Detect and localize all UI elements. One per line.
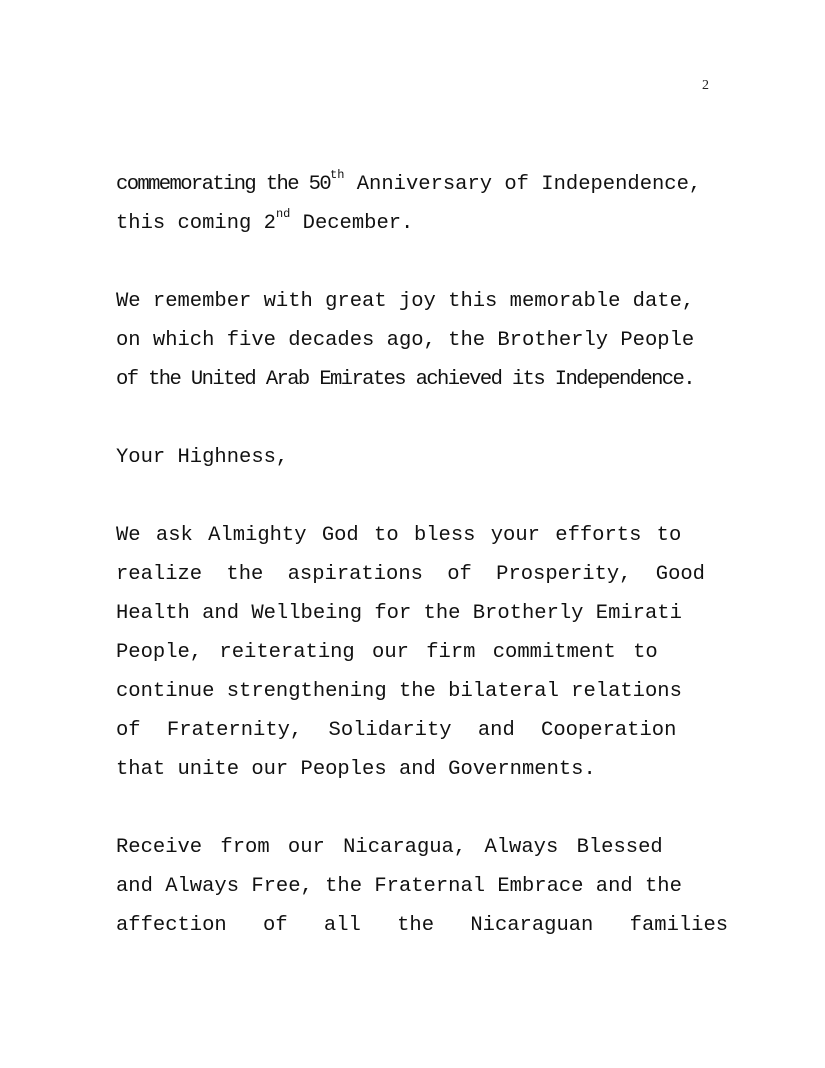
- paragraph-blessing: [116, 516, 711, 789]
- text-line: realize the aspirations of Prosperity, Good: [116, 563, 705, 586]
- paragraph-salutation: [116, 438, 711, 477]
- text-line: [116, 204, 711, 243]
- text-line: affection of all the Nicaraguan families: [116, 914, 729, 937]
- text-line: of Fraternity, Solidarity and Cooperation: [116, 719, 677, 742]
- text-line: and Always Free, the Fraternal Embrace and the: [116, 875, 682, 898]
- text-line: Your Highness,: [116, 446, 289, 469]
- paragraph-anniversary: [116, 165, 711, 243]
- letter-body: [116, 165, 729, 984]
- text-line: People, reiterating our firm commitment to: [116, 641, 658, 664]
- text-line: continue strengthening the bilateral relations: [116, 680, 682, 703]
- text-line: on which five decades ago, the Brotherly People: [116, 329, 695, 352]
- text-line: Receive from our Nicaragua, Always Blessed: [116, 836, 663, 859]
- text-line: Health and Wellbeing for the Brotherly Emirati: [116, 602, 682, 625]
- text-segment: commemorating the 50: [116, 173, 331, 196]
- text-segment: December.: [290, 212, 414, 235]
- paragraph-remember: [116, 282, 711, 399]
- text-line: of the United Arab Emirates achieved its Independence.: [116, 368, 694, 391]
- ordinal-suffix: th: [330, 168, 345, 183]
- text-line: We ask Almighty God to bless your efforts to: [116, 524, 682, 547]
- text-segment: Anniversary of Independence,: [344, 173, 702, 196]
- text-line: that unite our Peoples and Governments.: [116, 758, 596, 781]
- ordinal-suffix: nd: [275, 207, 291, 222]
- page-number: 2: [702, 78, 709, 93]
- paragraph-receive: [116, 828, 729, 945]
- text-line: We remember with great joy this memorable date,: [116, 290, 695, 313]
- text-line: [116, 165, 711, 204]
- text-segment: this coming 2: [116, 212, 276, 235]
